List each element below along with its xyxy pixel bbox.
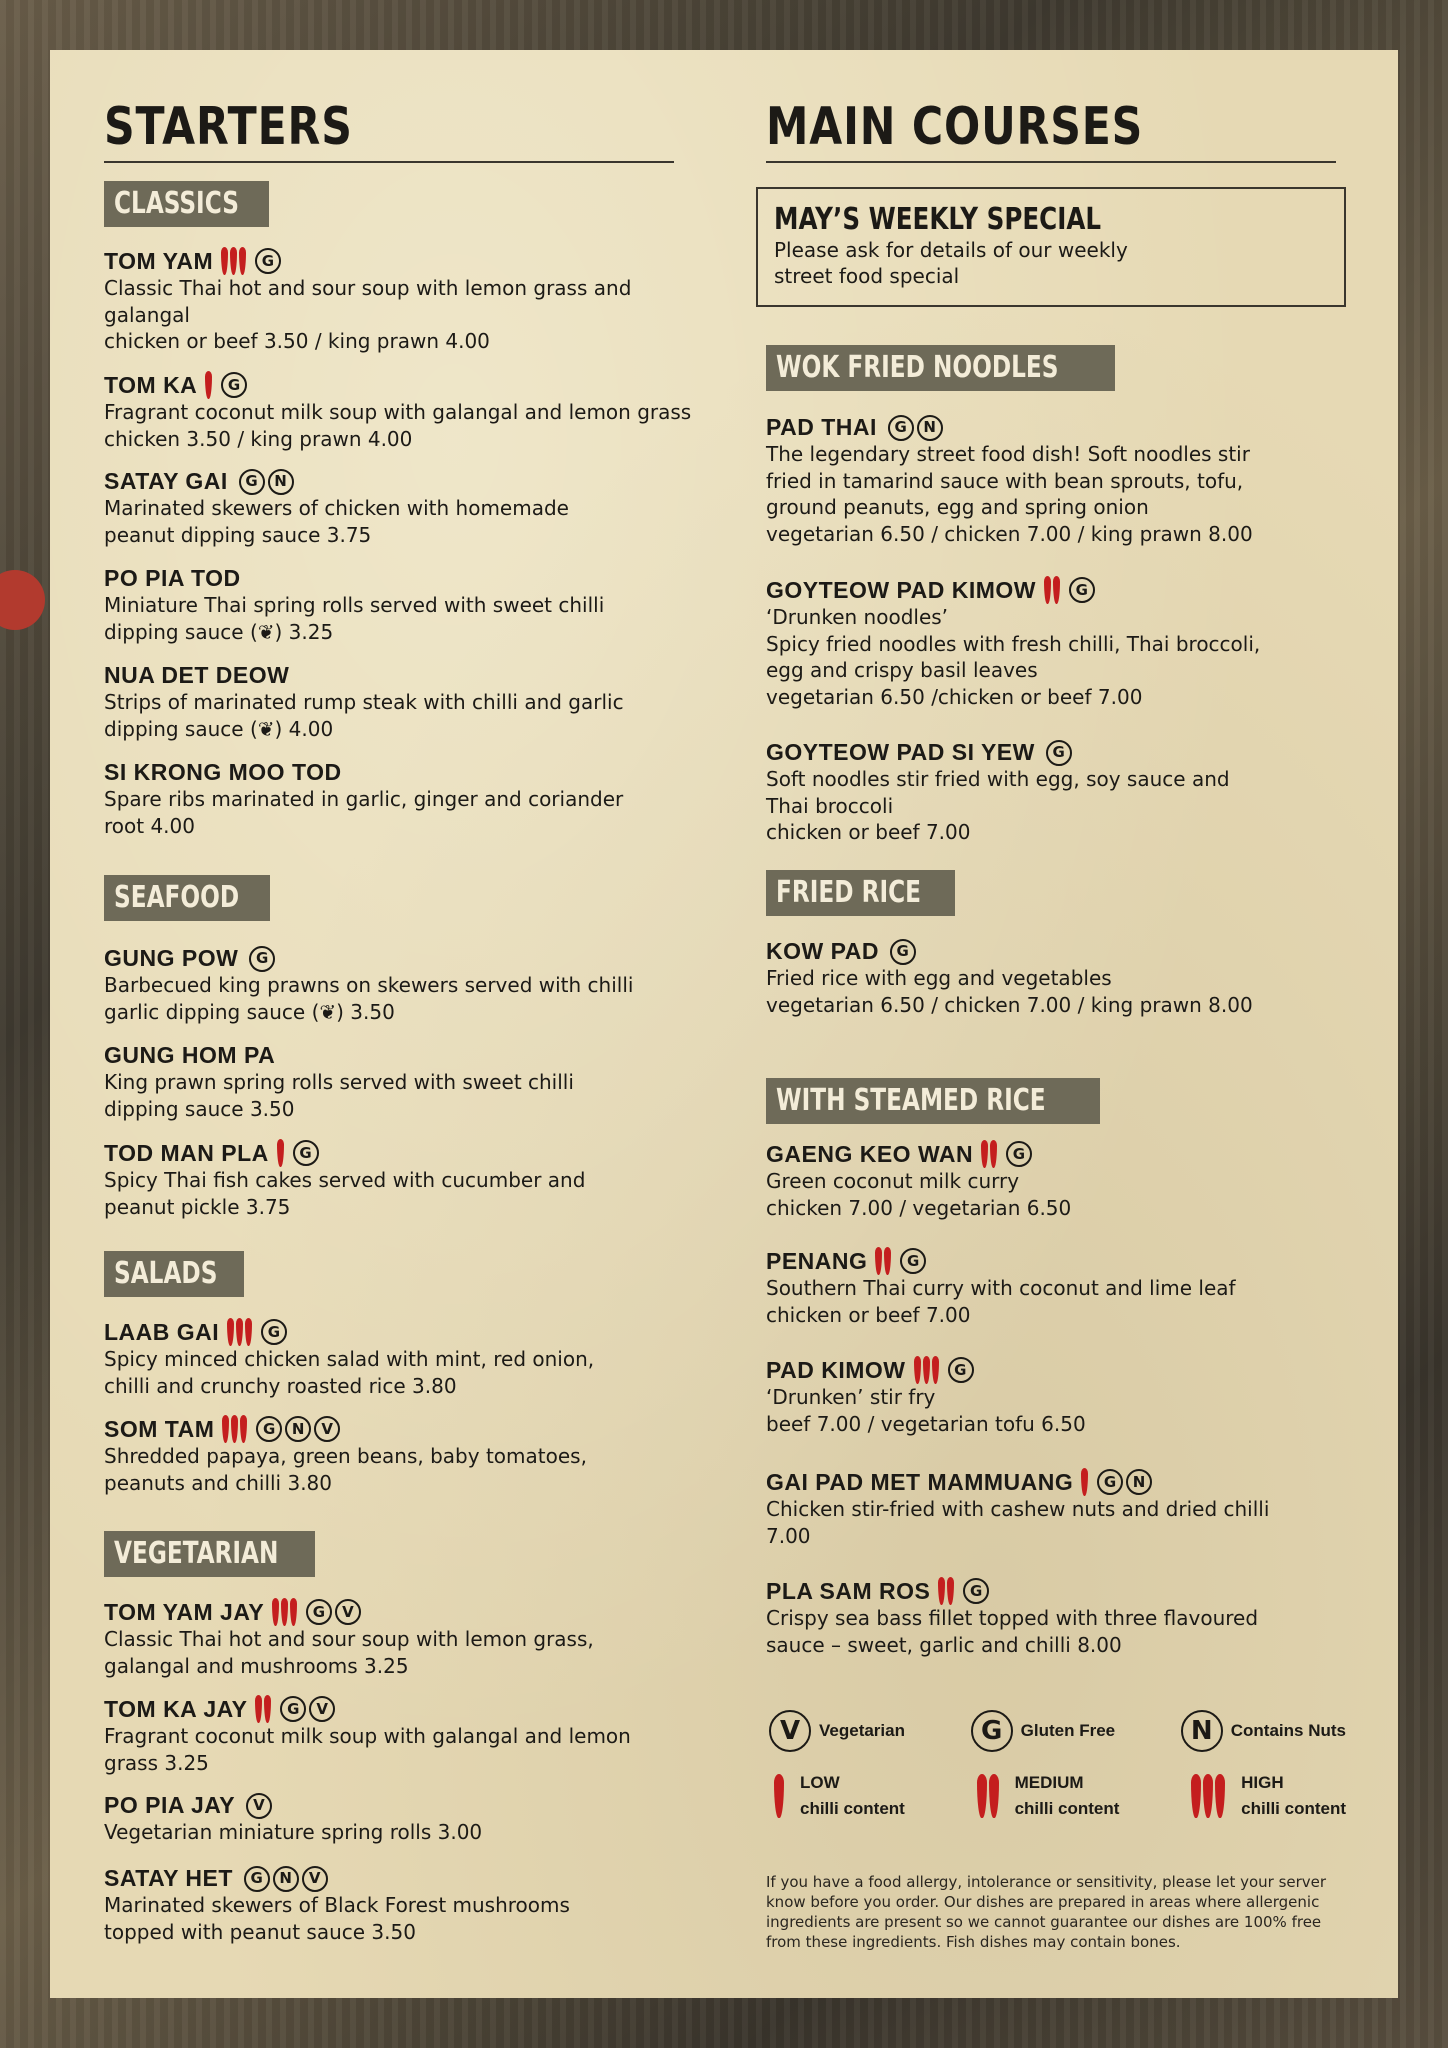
allergy-note-line: from these ingredients. Fish dishes may contain bones.: [766, 1933, 1181, 1951]
menu-item-desc-line: Marinated skewers of chicken with homemade: [104, 496, 569, 520]
gluten-free-icon: G: [256, 1416, 282, 1442]
menu-item: [104, 1865, 729, 1945]
weekly-special-title: MAY’S WEEKLY SPECIAL: [774, 202, 1102, 237]
contains-nuts-icon: N: [268, 469, 294, 495]
vegetarian-icon: V: [309, 1696, 335, 1722]
chilli-icon: [774, 1774, 786, 1818]
menu-item-desc-line: Southern Thai curry with coconut and lime leaf: [766, 1276, 1236, 1300]
menu-item-header: [104, 1415, 729, 1443]
menu-item-header: [766, 1140, 1400, 1168]
menu-item: [104, 662, 729, 742]
menu-item: [104, 565, 729, 645]
menu-item-desc-line: grass 3.25: [104, 1750, 209, 1775]
menu-item: [104, 1139, 729, 1220]
menu-item-header: [766, 576, 1400, 604]
menu-item-desc-line: egg and crispy basil leaves: [766, 658, 1038, 682]
menu-item-desc-line: peanut pickle 3.75: [104, 1194, 291, 1219]
menu-item-desc-line: root 4.00: [104, 813, 195, 838]
menu-item-desc-line: chicken 3.50 / king prawn 4.00: [104, 426, 413, 451]
legend-label: Contains Nuts: [1230, 1721, 1346, 1740]
gluten-free-icon: G: [239, 469, 265, 495]
gluten-free-icon: G: [1097, 1469, 1123, 1495]
menu-item-desc-line: Chicken stir-fried with cashew nuts and dried chilli: [766, 1497, 1270, 1521]
menu-item: [766, 576, 1400, 710]
menu-item-header: [104, 1598, 729, 1626]
menu-item-desc-line: galangal: [104, 302, 190, 327]
background-decoration: [0, 570, 45, 630]
menu-item-desc-line: garlic dipping sauce (❦) 3.50: [104, 999, 395, 1024]
menu-item-name: GUNG POW: [104, 945, 239, 971]
section-salads: SALADS: [104, 1251, 244, 1297]
menu-item-name: KOW PAD: [766, 938, 879, 964]
vegetarian-icon: V: [302, 1866, 328, 1892]
menu-item-desc-line: Strips of marinated rump steak with chilli and garlic: [104, 690, 624, 714]
legend-item: [968, 1710, 1115, 1752]
menu-item-desc-line: Marinated skewers of Black Forest mushrooms: [104, 1893, 570, 1917]
weekly-special-desc-line: street food special: [774, 264, 960, 288]
menu-item-desc-line: ‘Drunken’ stir fry: [766, 1385, 936, 1409]
menu-item-header: [104, 1695, 729, 1723]
menu-item-header: [766, 1247, 1400, 1275]
menu-item: [104, 371, 729, 452]
menu-item-desc-line: Fried rice with egg and vegetables: [766, 966, 1112, 990]
chilli-icon: [255, 1695, 273, 1723]
vegetarian-icon: V: [246, 1793, 272, 1819]
menu-item-header: [766, 739, 1400, 766]
starters-rule: [104, 161, 674, 163]
menu-item-header: [104, 565, 729, 592]
chilli-icon: [914, 1356, 941, 1384]
menu-item-desc-line: Classic Thai hot and sour soup with lemon grass and: [104, 276, 632, 300]
menu-item-desc-line: fried in tamarind sauce with bean sprouts, tofu,: [766, 468, 1244, 493]
section-classics: CLASSICS: [104, 181, 269, 227]
menu-item-name: SOM TAM: [104, 1415, 215, 1442]
starters-title: STARTERS: [104, 97, 353, 157]
gluten-free-icon: G: [255, 248, 281, 274]
gluten-free-icon: G: [249, 946, 275, 972]
menu-item-desc-line: topped with peanut sauce 3.50: [104, 1919, 416, 1944]
gluten-free-icon: G: [221, 372, 247, 398]
menu-item-desc-line: chilli and crunchy roasted rice 3.80: [104, 1373, 457, 1398]
menu-item-desc-line: Spicy fried noodles with fresh chilli, Thai broccoli,: [766, 631, 1261, 656]
menu-item: [104, 1318, 729, 1399]
menu-item-desc-line: Green coconut milk curry: [766, 1169, 1020, 1193]
menu-item: [766, 1577, 1400, 1658]
menu-item: [766, 1356, 1400, 1437]
menu-item-desc-line: Spicy Thai fish cakes served with cucumber and: [104, 1168, 586, 1192]
menu-item-desc-line: Fragrant coconut milk soup with galangal and lemon: [104, 1724, 631, 1748]
chilli-icon: [205, 371, 214, 399]
allergy-note-line: ingredients are present so we cannot guarantee our dishes are 100% free: [766, 1913, 1322, 1931]
contains-nuts-icon: N: [285, 1416, 311, 1442]
gluten-free-icon: G: [306, 1599, 332, 1625]
menu-item-desc-line: peanut dipping sauce 3.75: [104, 522, 372, 547]
menu-item-name: GAENG KEO WAN: [766, 1140, 974, 1167]
menu-item-name: PAD KIMOW: [766, 1356, 906, 1383]
gluten-free-icon: G: [948, 1357, 974, 1383]
menu-page: [50, 50, 1398, 1998]
chilli-icon: [227, 1318, 254, 1346]
section-seafood: SEAFOOD: [104, 875, 270, 921]
menu-item: [766, 414, 1400, 547]
menu-item-name: TOM KA JAY: [104, 1695, 248, 1722]
menu-item: [766, 1468, 1400, 1549]
menu-item-desc-line: Classic Thai hot and sour soup with lemon grass,: [104, 1627, 594, 1651]
chilli-icon: [981, 1140, 999, 1168]
menu-item-desc-line: The legendary street food dish! Soft noodles stir: [766, 442, 1250, 466]
contains-nuts-icon: N: [1126, 1469, 1152, 1495]
section-fried-rice: FRIED RICE: [766, 870, 955, 916]
legend-item: [969, 1770, 1120, 1822]
vegetarian-icon: V: [314, 1416, 340, 1442]
gluten-free-icon: G: [971, 1710, 1013, 1752]
menu-item: [104, 468, 729, 548]
chilli-icon: [221, 247, 248, 275]
legend-label: Gluten Free: [1020, 1721, 1116, 1740]
menu-item-desc-line: Crispy sea bass fillet topped with three flavoured: [766, 1606, 1259, 1630]
menu-item-name: SI KRONG MOO TOD: [104, 759, 342, 785]
gluten-free-icon: G: [890, 939, 916, 965]
gluten-free-icon: G: [888, 415, 914, 441]
allergy-note: [766, 1872, 1346, 1952]
menu-item-desc-line: sauce – sweet, garlic and chilli 8.00: [766, 1632, 1122, 1657]
chilli-icon: [277, 1139, 286, 1167]
menu-item-name: GUNG HOM PA: [104, 1042, 276, 1068]
menu-item-header: [104, 1865, 729, 1892]
menu-item: [104, 1792, 729, 1846]
menu-item-header: [104, 945, 729, 972]
legend-label: HIGH: [1241, 1773, 1284, 1792]
menu-item-header: [104, 1318, 729, 1346]
chilli-icon: [1191, 1774, 1227, 1818]
menu-item-header: [104, 247, 729, 275]
contains-nuts-icon: N: [917, 415, 943, 441]
menu-item-header: [104, 759, 729, 786]
menu-item-name: TOM YAM JAY: [104, 1598, 265, 1625]
menu-item-desc-line: Fragrant coconut milk soup with galangal and lemon grass: [104, 400, 692, 424]
menu-item-header: [104, 1139, 729, 1167]
section-with-steamed-rice: WITH STEAMED RICE: [766, 1078, 1100, 1124]
menu-item-header: [104, 371, 729, 399]
menu-item-name: TOM YAM: [104, 247, 214, 274]
gluten-free-icon: G: [1046, 740, 1072, 766]
chilli-icon: [1081, 1468, 1090, 1496]
main-courses-title: MAIN COURSES: [766, 97, 1144, 157]
contains-nuts-icon: N: [273, 1866, 299, 1892]
legend-item: [766, 1770, 905, 1822]
menu-item-desc-line: vegetarian 6.50 / chicken 7.00 / king prawn 8.00: [766, 992, 1253, 1017]
menu-item-header: [104, 468, 729, 495]
weekly-special-desc-line: Please ask for details of our weekly: [774, 238, 1128, 262]
menu-item-name: LAAB GAI: [104, 1318, 220, 1345]
legend-item: [766, 1710, 905, 1752]
menu-item-name: SATAY HET: [104, 1865, 233, 1891]
legend-item: [1183, 1770, 1346, 1822]
menu-item-desc-line: Miniature Thai spring rolls served with sweet chilli: [104, 593, 605, 617]
menu-item-header: [766, 1468, 1400, 1496]
menu-item-name: TOD MAN PLA: [104, 1139, 269, 1166]
menu-item: [104, 247, 729, 355]
menu-item-desc-line: ‘Drunken noodles’: [766, 605, 949, 629]
menu-item-name: GOYTEOW PAD SI YEW: [766, 739, 1035, 765]
menu-item-desc-line: ground peanuts, egg and spring onion: [766, 495, 1149, 519]
menu-item-name: PO PIA JAY: [104, 1792, 236, 1818]
chilli-icon: [938, 1577, 956, 1605]
menu-item-name: PENANG: [766, 1247, 868, 1274]
legend-label: LOW: [800, 1773, 840, 1792]
menu-item: [766, 1140, 1400, 1221]
menu-item-desc-line: chicken or beef 7.00: [766, 1302, 971, 1327]
vegetarian-icon: V: [769, 1710, 811, 1752]
menu-item-desc-line: vegetarian 6.50 /chicken or beef 7.00: [766, 684, 1143, 709]
menu-item-desc-line: chicken or beef 7.00: [766, 820, 971, 844]
menu-item-desc-line: Barbecued king prawns on skewers served with chilli: [104, 973, 634, 997]
allergy-note-line: If you have a food allergy, intolerance or sensitivity, please let your server: [766, 1873, 1327, 1891]
menu-item: [104, 1695, 729, 1776]
menu-item-header: [766, 414, 1400, 441]
menu-item-header: [104, 1042, 729, 1069]
legend-label: chilli content: [1241, 1799, 1346, 1818]
menu-item-desc-line: peanuts and chilli 3.80: [104, 1470, 332, 1495]
gluten-free-icon: G: [244, 1866, 270, 1892]
menu-item-desc-line: chicken 7.00 / vegetarian 6.50: [766, 1195, 1072, 1220]
dietary-legend: [766, 1710, 1346, 1822]
menu-item-desc-line: Spare ribs marinated in garlic, ginger and coriander: [104, 787, 624, 811]
gluten-free-icon: G: [900, 1248, 926, 1274]
menu-item-name: PAD THAI: [766, 414, 877, 440]
gluten-free-icon: G: [963, 1578, 989, 1604]
menu-item-header: [104, 1792, 729, 1819]
legend-label: MEDIUM: [1014, 1773, 1084, 1792]
menu-item-desc-line: Vegetarian miniature spring rolls 3.00: [104, 1820, 483, 1844]
menu-item-desc-line: beef 7.00 / vegetarian tofu 6.50: [766, 1411, 1086, 1436]
section-wok-fried-noodles: WOK FRIED NOODLES: [766, 345, 1115, 391]
menu-item-desc-line: dipping sauce (❦) 3.25: [104, 619, 334, 644]
menu-item-name: TOM KA: [104, 371, 198, 398]
menu-item-name: PLA SAM ROS: [766, 1577, 931, 1604]
menu-item-header: [104, 662, 729, 689]
menu-item: [766, 1247, 1400, 1328]
legend-label: chilli content: [800, 1799, 905, 1818]
menu-item-name: NUA DET DEOW: [104, 662, 290, 688]
menu-item: [104, 1598, 729, 1679]
menu-item-name: GOYTEOW PAD KIMOW: [766, 576, 1037, 603]
chilli-icon: [272, 1598, 299, 1626]
menu-item-desc-line: dipping sauce 3.50: [104, 1096, 295, 1121]
weekly-special-box: [756, 187, 1346, 307]
gluten-free-icon: G: [261, 1319, 287, 1345]
chilli-icon: [222, 1415, 249, 1443]
menu-item: [104, 1415, 729, 1496]
menu-item-header: [766, 1577, 1400, 1605]
legend-label: Vegetarian: [819, 1721, 905, 1740]
menu-item-header: [766, 938, 1400, 965]
menu-item: [104, 945, 729, 1025]
menu-item: [766, 938, 1400, 1018]
chilli-icon: [1044, 576, 1062, 604]
gluten-free-icon: G: [280, 1696, 306, 1722]
menu-item-desc-line: Shredded papaya, green beans, baby tomatoes,: [104, 1444, 587, 1468]
menu-item-desc-line: Spicy minced chicken salad with mint, red onion,: [104, 1347, 595, 1371]
vegetarian-icon: V: [335, 1599, 361, 1625]
menu-item-name: SATAY GAI: [104, 468, 228, 494]
gluten-free-icon: G: [293, 1140, 319, 1166]
contains-nuts-icon: N: [1181, 1710, 1223, 1752]
menu-item-name: GAI PAD MET MAMMUANG: [766, 1468, 1074, 1495]
menu-item-desc-line: Thai broccoli: [766, 793, 894, 818]
menu-item: [766, 739, 1400, 846]
allergy-note-line: know before you order. Our dishes are prepared in areas where allergenic: [766, 1893, 1320, 1911]
legend-item: [1178, 1710, 1346, 1752]
menu-item-desc-line: dipping sauce (❦) 4.00: [104, 716, 334, 741]
main-courses-rule: [766, 161, 1336, 163]
chilli-icon: [875, 1247, 893, 1275]
menu-item-desc-line: chicken or beef 3.50 / king prawn 4.00: [104, 329, 490, 353]
menu-item-name: PO PIA TOD: [104, 565, 241, 591]
menu-item: [104, 759, 729, 839]
menu-item-header: [766, 1356, 1400, 1384]
gluten-free-icon: G: [1006, 1141, 1032, 1167]
section-vegetarian: VEGETARIAN: [104, 1531, 315, 1577]
menu-item-desc-line: 7.00: [766, 1523, 811, 1548]
menu-item-desc-line: King prawn spring rolls served with sweet chilli: [104, 1070, 574, 1094]
gluten-free-icon: G: [1069, 577, 1095, 603]
menu-item-desc-line: galangal and mushrooms 3.25: [104, 1653, 409, 1678]
menu-item-desc-line: Soft noodles stir fried with egg, soy sauce and: [766, 767, 1230, 791]
menu-item: [104, 1042, 729, 1122]
legend-label: chilli content: [1014, 1799, 1120, 1818]
chilli-icon: [977, 1774, 1001, 1818]
menu-item-desc-line: vegetarian 6.50 / chicken 7.00 / king prawn 8.00: [766, 521, 1253, 546]
